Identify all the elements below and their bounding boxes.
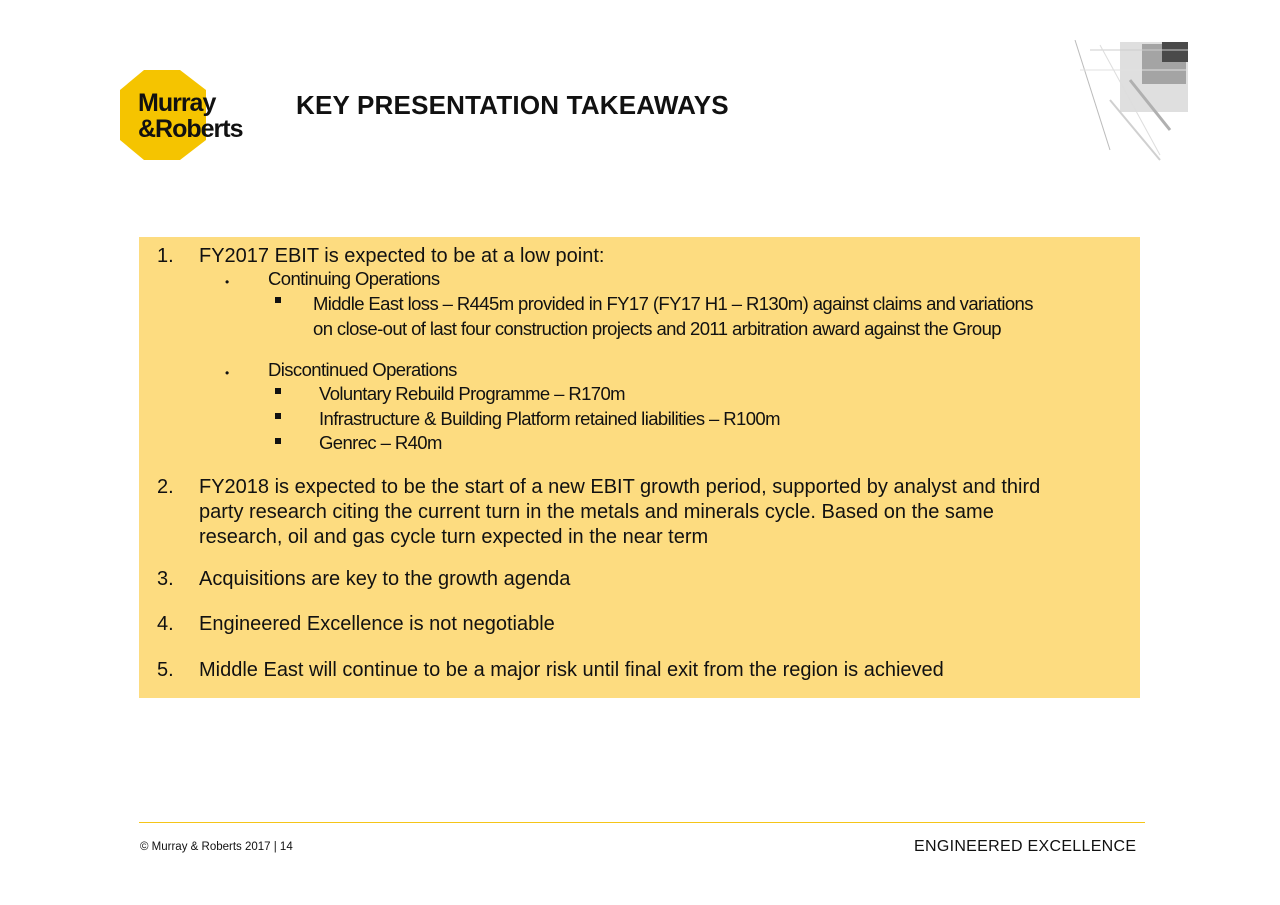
item-number: 4.	[157, 613, 174, 635]
item-number: 1.	[157, 245, 174, 267]
abstract-lines-icon	[1070, 40, 1190, 165]
item-text: Acquisitions are key to the growth agenda	[199, 568, 571, 590]
item-number: 2.	[157, 476, 174, 498]
item-text-line: research, oil and gas cycle turn expected in the near term	[199, 526, 709, 548]
sub-item: Voluntary Rebuild Programme – R170m	[319, 383, 625, 404]
square-bullet-icon	[275, 388, 281, 394]
item-text: FY2017 EBIT is expected to be at a low point:	[199, 245, 605, 267]
sub-item: Genrec – R40m	[319, 432, 442, 453]
group-heading-continuing: Continuing Operations	[268, 268, 440, 289]
item-number: 3.	[157, 568, 174, 590]
group-heading-discontinued: Discontinued Operations	[268, 359, 457, 380]
square-bullet-icon	[275, 438, 281, 444]
square-bullet-icon	[275, 413, 281, 419]
logo-line-1: Murray	[138, 89, 216, 117]
item-text: Middle East will continue to be a major risk until final exit from the region is achieved	[199, 659, 944, 681]
item-text-line: party research citing the current turn in the metals and minerals cycle. Based on the same	[199, 501, 994, 523]
footer-copyright: © Murray & Roberts 2017 | 14	[140, 841, 293, 853]
logo-wordmark	[138, 90, 243, 142]
square-bullet-icon	[275, 297, 281, 303]
item-number: 5.	[157, 659, 174, 681]
footer-tagline: ENGINEERED EXCELLENCE	[914, 838, 1137, 855]
round-bullet-icon: •	[225, 366, 230, 380]
item-text: Engineered Excellence is not negotiable	[199, 613, 555, 635]
footer-divider	[139, 822, 1145, 823]
decorative-graphic	[1070, 40, 1190, 165]
page-title: KEY PRESENTATION TAKEAWAYS	[296, 90, 729, 120]
item-text-line: FY2018 is expected to be the start of a new EBIT growth period, supported by analyst and third	[199, 476, 1041, 498]
logo-line-2: &Roberts	[138, 115, 243, 143]
round-bullet-icon: •	[225, 275, 230, 289]
company-logo	[118, 70, 258, 162]
takeaways-box	[139, 237, 1140, 698]
sub-item: Infrastructure & Building Platform retained liabilities – R100m	[319, 408, 780, 429]
sub-item-continued: on close-out of last four construction projects and 2011 arbitration award against the Group	[313, 318, 1001, 339]
sub-item: Middle East loss – R445m provided in FY17 (FY17 H1 – R130m) against claims and variations	[313, 293, 1033, 314]
